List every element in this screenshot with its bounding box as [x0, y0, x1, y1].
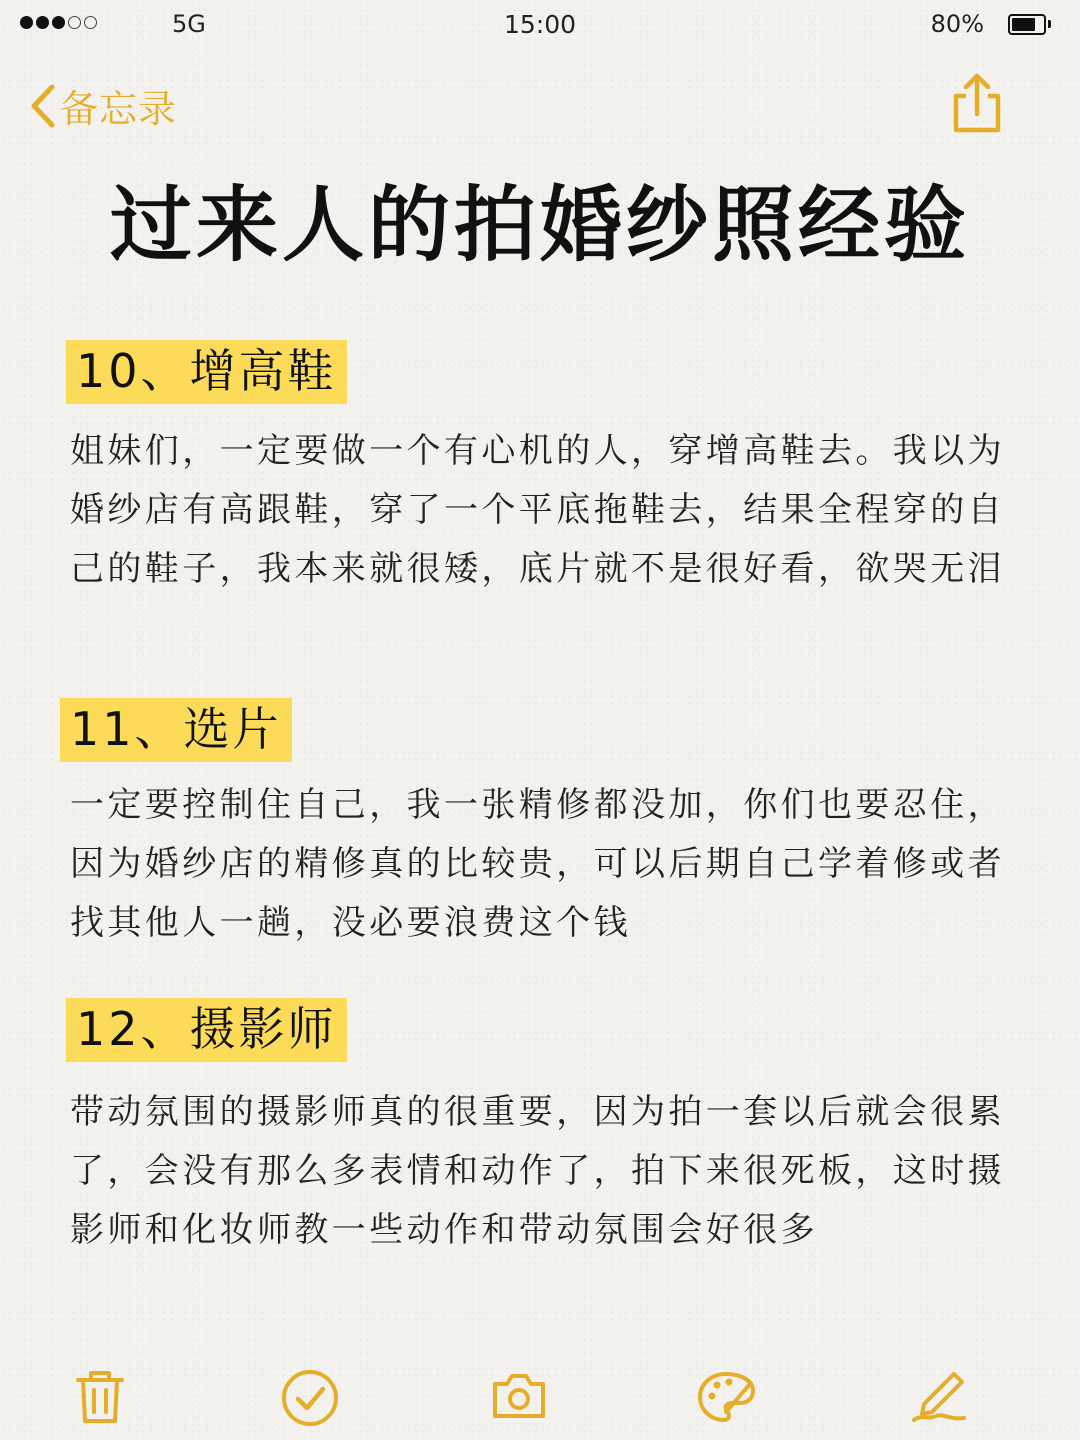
palette-icon: [696, 1368, 758, 1426]
share-icon: [946, 72, 1008, 136]
camera-button[interactable]: [490, 1368, 548, 1426]
battery-icon: [1008, 14, 1046, 35]
section-heading-photo-selection: 11、选片: [60, 698, 292, 762]
battery-fill: [1012, 18, 1035, 31]
status-bar: [0, 0, 1080, 54]
carrier-label: 5G: [172, 10, 206, 38]
section-heading-shoes: 10、增高鞋: [66, 340, 347, 404]
back-button-label: 备忘录: [60, 87, 178, 131]
markup-button[interactable]: [696, 1368, 758, 1430]
checklist-icon: [280, 1368, 340, 1428]
section-body-photo-selection: 一定要控制住自己，我一张精修都没加，你们也要忍住，因为婚纱店的精修真的比较贵，可以后期自己学着修或者找其他人一趟，没必要浪费这个钱: [70, 785, 1005, 943]
share-button[interactable]: [946, 72, 1008, 140]
note-title: 过来人的拍婚纱照经验: [109, 178, 970, 273]
battery-percent: 80%: [930, 10, 984, 38]
status-time: 15:00: [503, 10, 577, 39]
section-body-photographer: 带动氛围的摄影师真的很重要，因为拍一套以后就会很累了，会没有那么多表情和动作了，拍下来很死板，这时摄影师和化妆师教一些动作和带动氛围会好很多: [70, 1092, 1005, 1250]
camera-icon: [490, 1368, 548, 1422]
compose-button[interactable]: [910, 1368, 968, 1430]
trash-icon: [74, 1368, 126, 1426]
chevron-left-icon: [28, 83, 56, 129]
checklist-button[interactable]: [280, 1368, 340, 1432]
delete-button[interactable]: [74, 1368, 126, 1430]
section-body-shoes: 姐妹们，一定要做一个有心机的人，穿增高鞋去。我以为婚纱店有高跟鞋，穿了一个平底拖鞋去，结果全程穿的自己的鞋子，我本来就很矮，底片就不是很好看，欲哭无泪: [70, 431, 1005, 589]
back-button[interactable]: [28, 78, 177, 133]
section-heading-photographer: 12、摄影师: [66, 998, 347, 1062]
pen-icon: [910, 1368, 968, 1426]
